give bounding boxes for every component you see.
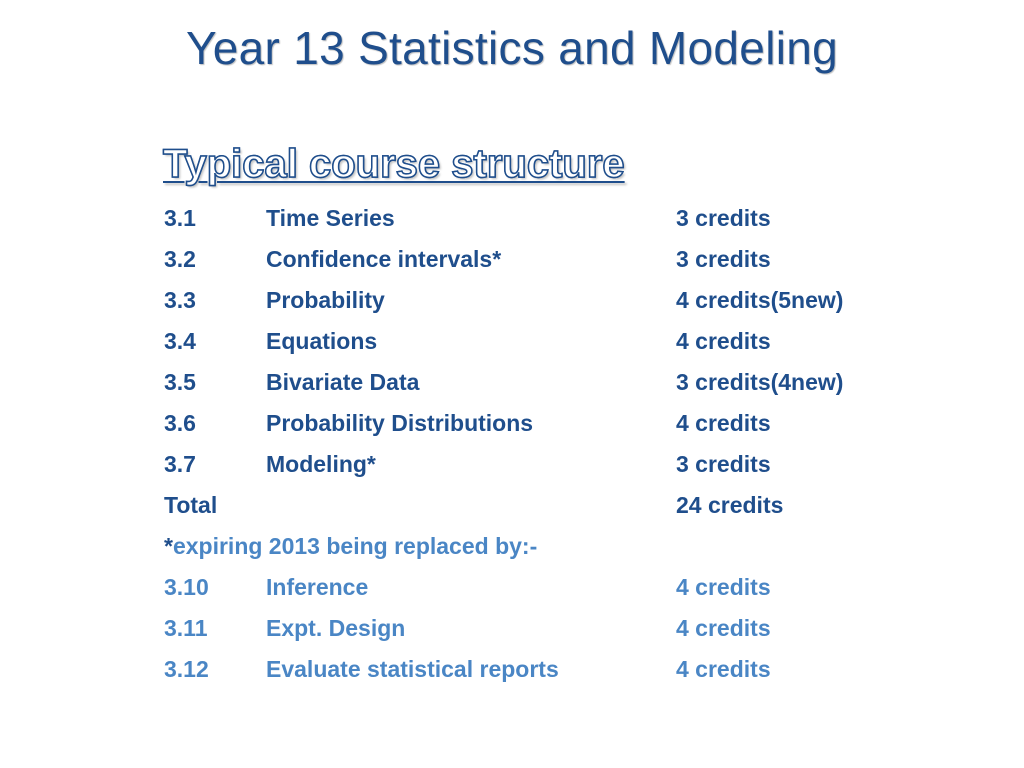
course-credits: 4 credits bbox=[676, 615, 771, 641]
asterisk-marker: * bbox=[164, 533, 173, 559]
course-row bbox=[164, 198, 924, 239]
course-code: 3.2 bbox=[164, 246, 196, 272]
course-row bbox=[164, 362, 924, 403]
course-name: Probability Distributions bbox=[266, 410, 534, 436]
expiry-note-text: expiring 2013 being replaced by:- bbox=[172, 533, 538, 559]
course-code: 3.12 bbox=[164, 656, 209, 682]
course-credits: 4 credits bbox=[676, 656, 771, 682]
course-name: Modeling* bbox=[266, 451, 376, 477]
course-name: Probability bbox=[266, 287, 385, 313]
course-name: Inference bbox=[266, 574, 369, 600]
slide-subtitle: Typical course structure bbox=[163, 142, 625, 186]
course-row bbox=[164, 321, 924, 362]
course-code: 3.10 bbox=[164, 574, 209, 600]
course-code: 3.6 bbox=[164, 410, 196, 436]
course-name: Expt. Design bbox=[266, 615, 406, 641]
course-credits: 3 credits bbox=[676, 205, 771, 231]
course-name: Time Series bbox=[266, 205, 395, 231]
course-credits: 3 credits bbox=[676, 451, 771, 477]
course-row bbox=[164, 403, 924, 444]
course-name: Bivariate Data bbox=[266, 369, 420, 395]
expiry-note bbox=[164, 526, 537, 567]
course-code: 3.4 bbox=[164, 328, 196, 354]
replacement-row bbox=[164, 608, 924, 649]
course-credits: 4 credits bbox=[676, 574, 771, 600]
course-credits: 4 credits(5new) bbox=[676, 287, 844, 313]
total-row bbox=[164, 485, 924, 526]
slide-title: Year 13 Statistics and Modeling bbox=[186, 22, 838, 74]
course-credits: 4 credits bbox=[676, 328, 771, 354]
course-structure-list bbox=[164, 198, 924, 690]
course-row bbox=[164, 280, 924, 321]
course-credits: 4 credits bbox=[676, 410, 771, 436]
replacement-row bbox=[164, 649, 924, 690]
course-code: 3.7 bbox=[164, 451, 196, 477]
course-name: Equations bbox=[266, 328, 378, 354]
course-row bbox=[164, 444, 924, 485]
course-code: 3.3 bbox=[164, 287, 196, 313]
course-credits: 3 credits(4new) bbox=[676, 369, 844, 395]
course-code: 3.1 bbox=[164, 205, 196, 231]
total-credits: 24 credits bbox=[676, 492, 784, 518]
course-credits: 3 credits bbox=[676, 246, 771, 272]
course-code: 3.5 bbox=[164, 369, 196, 395]
course-code: 3.11 bbox=[164, 615, 208, 641]
course-row bbox=[164, 239, 924, 280]
replacement-row bbox=[164, 567, 924, 608]
expiry-note-row bbox=[164, 526, 924, 567]
total-label: Total bbox=[164, 492, 218, 518]
course-name: Confidence intervals* bbox=[266, 246, 502, 272]
course-name: Evaluate statistical reports bbox=[266, 656, 559, 682]
